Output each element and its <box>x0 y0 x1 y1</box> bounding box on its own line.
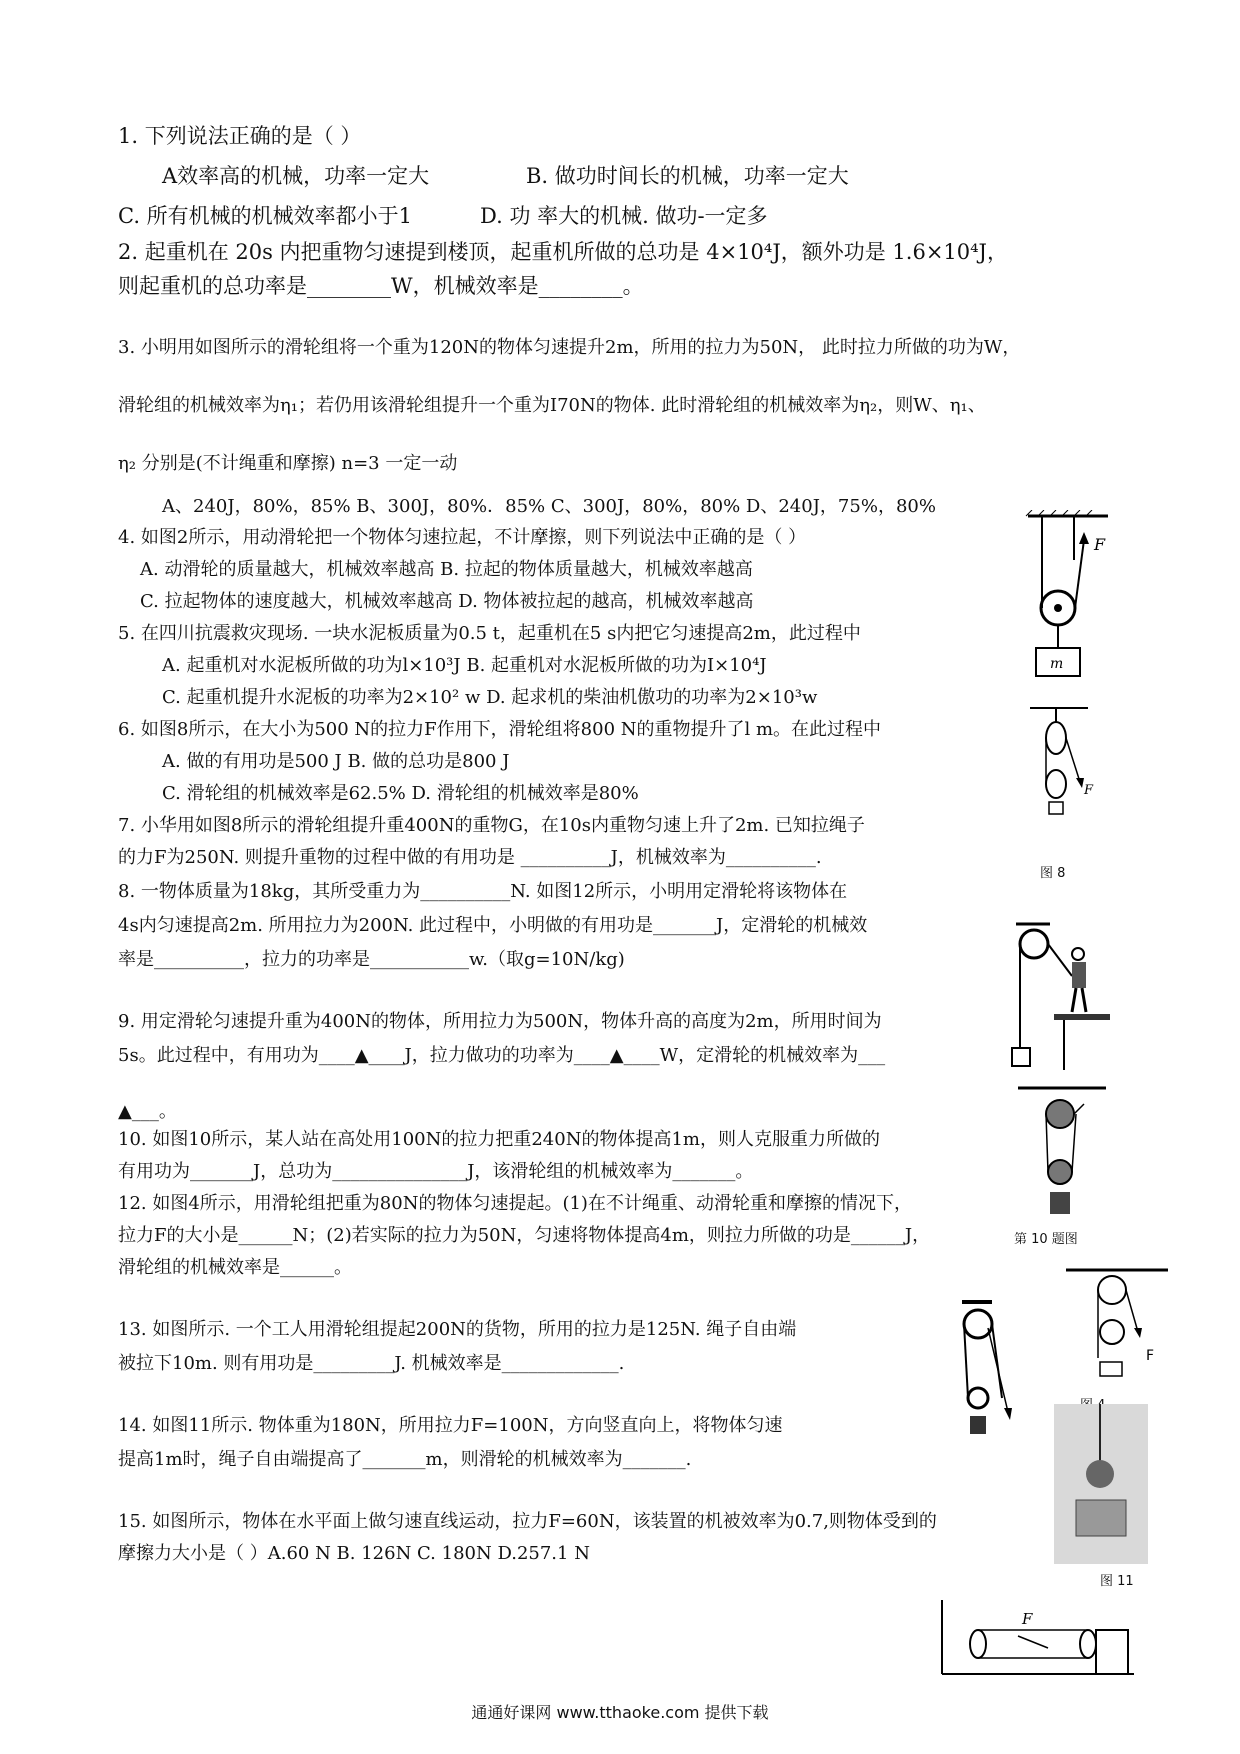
question-line-q5a: A. 起重机对水泥板所做的功为l×10³J B. 起重机对水泥板所做的功为I×10⁴J <box>162 655 767 676</box>
question-line-q9b: 5s。此过程中，有用功为____▲____J，拉力做功的功率为____▲____W，定滑轮的机械效率为___ <box>118 1045 886 1066</box>
question-line-q14b: 提高1m时，绳子自由端提高了_______m，则滑轮的机械效率为_______. <box>118 1449 692 1470</box>
horizontal-pulley-figure-15 <box>938 1594 1138 1684</box>
question-line-q1b: B. 做功时间长的机械，功率一定大 <box>526 164 849 188</box>
question-line-q3d: A、240J，80%，85% B、300J，80%．85% C、300J，80%，80% D、240J，75%，80% <box>162 496 936 517</box>
force-label: F <box>1146 1348 1155 1364</box>
question-line-q3c: η₂ 分别是(不计绳重和摩擦) n=3 一定一动 <box>118 453 458 474</box>
question-line-q15a: 15. 如图所示，物体在水平面上做匀速直线运动，拉力F=60N，该装置的机被效率为0.7,则物体受到的 <box>118 1511 937 1532</box>
figure-11-caption: 图 11 <box>1100 1574 1134 1589</box>
movable-pulley-figure <box>1018 510 1118 680</box>
mass-label: m <box>1050 656 1064 672</box>
page-footer: 通通好课网 www.tthaoke.com 提供下载 <box>471 1703 769 1722</box>
question-line-q3b: 滑轮组的机械效率为η₁；若仍用该滑轮组提升一个重为I70N的物体. 此时滑轮组的机械效率为η₂，则W、η₁、 <box>118 395 986 416</box>
question-line-q5b: C. 起重机提升水泥板的功率为2×10² w D. 起求机的柴油机傲功的功率为2×10³w <box>162 687 818 708</box>
force-label: F <box>1084 783 1094 798</box>
question-line-q13b: 被拉下10m. 则有用功是_________J. 机械效率是_____________. <box>118 1353 625 1374</box>
question-line-q6b: C. 滑轮组的机械效率是62.5% D. 滑轮组的机械效率是80% <box>162 783 639 804</box>
question-line-q12a: 12. 如图4所示，用滑轮组把重为80N的物体匀速提起。(1)在不计绳重、动滑轮重和摩擦的情况下， <box>118 1193 912 1214</box>
question-line-q1a: A效率高的机械，功率一定大 <box>162 164 430 188</box>
question-line-q4a: A. 动滑轮的质量越大，机械效率越高 B. 拉起的物体质量越大，机械效率越高 <box>140 559 753 580</box>
question-line-q13a: 13. 如图所示. 一个工人用滑轮组提起200N的货物，所用的拉力是125N. 绳子自由端 <box>118 1319 797 1340</box>
pulley-block-figure-10 <box>1012 1084 1122 1222</box>
pulley-block-figure-8 <box>1018 700 1118 830</box>
question-line-q5: 5. 在四川抗震救灾现场. 一块水泥板质量为0.5 t，起重机在5 s内把它匀速提高2m，此过程中 <box>118 623 861 644</box>
question-line-q14a: 14. 如图11所示. 物体重为180N，所用拉力F=100N，方向竖直向上，将物体匀速 <box>118 1415 783 1436</box>
question-line-q12c: 滑轮组的机械效率是______。 <box>118 1257 352 1278</box>
question-line-q8b: 4s内匀速提高2m. 所用拉力为200N. 此过程中，小明做的有用功是_______J，定滑轮的机械效 <box>118 915 868 936</box>
question-line-q3a: 3. 小明用如图所示的滑轮组将一个重为120N的物体匀速提升2m，所用的拉力为50N， 此时拉力所做的功为W， <box>118 337 1021 358</box>
question-line-q8c: 率是__________，拉力的功率是___________w.（取g=10N/kg) <box>118 949 625 970</box>
question-line-q15b: 摩擦力大小是（ ）A.60 N B. 126N C. 180N D.257.1 N <box>118 1543 590 1564</box>
figure-8-caption: 图 8 <box>1040 866 1066 881</box>
pulley-block-figure-13 <box>942 1298 1042 1438</box>
fixed-pulley-person-figure <box>1010 920 1110 1070</box>
question-line-q7b: 的力F为250N. 则提升重物的过程中做的有用功是 __________J，机械效率为__________. <box>118 847 822 868</box>
pulley-photo-figure-11 <box>1054 1404 1148 1564</box>
question-line-q6: 6. 如图8所示，在大小为500 N的拉力F作用下，滑轮组将800 N的重物提升了l m。在此过程中 <box>118 719 882 740</box>
question-line-q9a: 9. 用定滑轮匀速提升重为400N的物体，所用拉力为500N，物体升高的高度为2m，所用时间为 <box>118 1011 882 1032</box>
question-line-q1: 1. 下列说法正确的是（ ） <box>118 124 362 148</box>
question-line-q9c: ▲___。 <box>118 1101 177 1122</box>
question-line-q6a: A. 做的有用功是500 J B. 做的总功是800 J <box>162 751 510 772</box>
force-label: F <box>1094 535 1106 554</box>
question-line-q10b: 有用功为_______J，总功为_______________J，该滑轮组的机械效率为_______。 <box>118 1161 754 1182</box>
question-line-q12b: 拉力F的大小是______N；(2)若实际的拉力为50N，匀速将物体提高4m，则拉力所做的功是______J， <box>118 1225 931 1246</box>
question-line-q1d: D. 功 率大的机械. 做功-一定多 <box>480 204 768 228</box>
pulley-block-figure-4 <box>1062 1266 1172 1386</box>
question-line-q2b: 则起重机的总功率是________W，机械效率是________。 <box>118 274 644 298</box>
figure-10-caption: 第 10 题图 <box>1014 1232 1078 1247</box>
question-line-q8a: 8. 一物体质量为18kg，其所受重力为__________N. 如图12所示，小明用定滑轮将该物体在 <box>118 881 848 902</box>
question-line-q10a: 10. 如图10所示，某人站在高处用100N的拉力把重240N的物体提高1m，则人克服重力所做的 <box>118 1129 880 1150</box>
question-line-q4: 4. 如图2所示，用动滑轮把一个物体匀速拉起，不计摩擦，则下列说法中正确的是（ ） <box>118 527 807 548</box>
question-line-q2a: 2. 起重机在 20s 内把重物匀速提到楼顶，起重机所做的总功是 4×10⁴J，额外功是 1.6×10⁴J， <box>118 240 1008 264</box>
force-label: F <box>1022 1610 1033 1628</box>
question-line-q7a: 7. 小华用如图8所示的滑轮组提升重400N的重物G，在10s内重物匀速上升了2m. 已知拉绳子 <box>118 815 865 836</box>
question-line-q1c: C. 所有机械的机械效率都小于1 <box>118 204 413 228</box>
question-line-q4b: C. 拉起物体的速度越大，机械效率越高 D. 物体被拉起的越高，机械效率越高 <box>140 591 754 612</box>
